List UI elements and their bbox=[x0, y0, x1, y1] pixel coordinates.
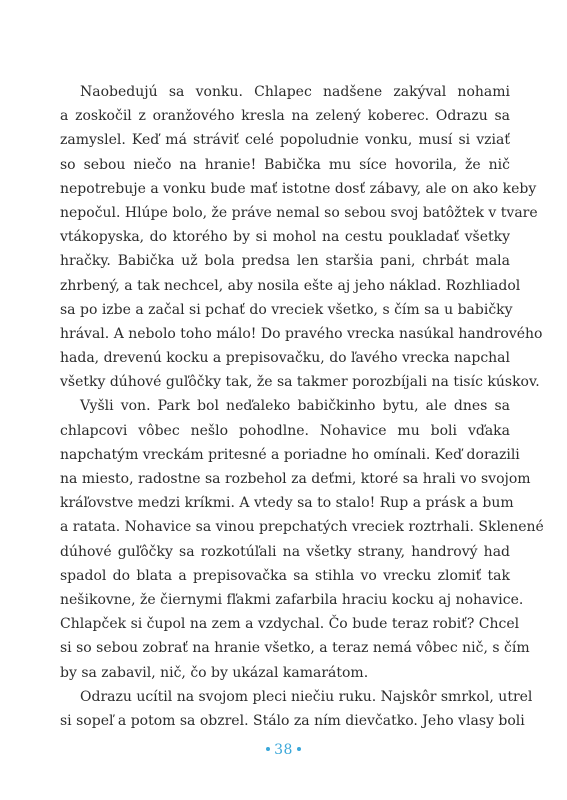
text-line: chlapcovi vôbec nešlo pohodlne. Nohavice mu boli vďaka bbox=[60, 422, 510, 439]
text-line: na miesto, radostne sa rozbehol za deťmi, ktoré sa hrali vo svojom bbox=[60, 471, 531, 487]
text-line: by sa zabavil, nič, čo by ukázal kamarátom. bbox=[60, 664, 369, 681]
text-line: hrával. A nebolo toho málo! Do pravého vrecka nasúkal handrového bbox=[60, 325, 543, 342]
text-line: dúhové guľôčky sa rozkotúľali na všetky strany, handrový had bbox=[60, 543, 510, 560]
text-line: so sebou niečo na hranie! Babička mu síce hovorila, že nič bbox=[60, 156, 510, 173]
text-line: všetky dúhové guľôčky tak, že sa takmer porozbíjali na tisíc kúskov. bbox=[60, 374, 540, 391]
text-line: kráľovstve medzi kríkmi. A vtedy sa to stalo! Rup a prásk a bum bbox=[60, 495, 514, 512]
text-line: nepotrebuje a vonku bude mať istotne dosť zábavy, ale on ako keby bbox=[60, 180, 537, 197]
text-line: spadol do blata a prepisovačka sa stihla vo vrecku zlomiť tak bbox=[60, 567, 510, 584]
text-line: a zoskočil z oranžového kresla na zelený koberec. Odrazu sa bbox=[60, 108, 510, 125]
text-line: a ratata. Nohavice sa vinou prepchatých vreciek roztrhali. Sklenené bbox=[60, 519, 544, 536]
text-line: Naobedujú sa vonku. Chlapec nadšene zakýval nohami bbox=[80, 84, 510, 100]
text-line: hračky. Babička už bola predsa len staršia pani, chrbát mala bbox=[60, 253, 510, 270]
page-number-value: 38 bbox=[274, 742, 293, 758]
text-line: si so sebou zobrať na hranie všetko, a teraz nemá vôbec nič, s čím bbox=[60, 640, 530, 657]
text-line: vtákopyska, do ktorého by si mohol na cestu poukladať všetky bbox=[60, 229, 510, 246]
text-line: Vyšli von. Park bol neďaleko babičkinho bytu, ale dnes sa bbox=[80, 398, 510, 415]
text-line: sa po izbe a začal si pchať do vreciek všetko, s čím sa u babičky bbox=[60, 301, 513, 318]
text-line: zhrbený, a tak nechcel, aby nosila ešte aj jeho náklad. Rozhliadol bbox=[60, 277, 521, 294]
text-line: napchatým vreckám pritesné a poriadne ho omínali. Keď dorazili bbox=[60, 446, 520, 463]
text-line: nešikovne, že čiernymi fľakmi zafarbila hraciu kocku aj nohavice. bbox=[60, 591, 524, 608]
text-line: zamyslel. Keď má stráviť celé popoludnie vonku, musí si vziať bbox=[60, 132, 510, 149]
bullet-dot-icon bbox=[297, 747, 301, 751]
text-line: nepočul. Hlúpe bolo, že práve nemal so sebou svoj batôžtek v tvare bbox=[60, 204, 538, 221]
text-line: hada, drevenú kocku a prepisovačku, do ľavého vrecka napchal bbox=[60, 350, 510, 367]
body-text bbox=[60, 80, 544, 733]
bullet-dot-icon bbox=[266, 747, 270, 751]
page-number bbox=[0, 742, 567, 758]
text-line: Odrazu ucítil na svojom pleci niečiu ruku. Najskôr smrkol, utrel bbox=[80, 688, 533, 705]
text-line: si sopeľ a potom sa obzrel. Stálo za ním dievčatko. Jeho vlasy boli bbox=[60, 712, 525, 729]
text-line: Chlapček si čupol na zem a vzdychal. Čo bude teraz robiť? Chcel bbox=[60, 616, 520, 633]
